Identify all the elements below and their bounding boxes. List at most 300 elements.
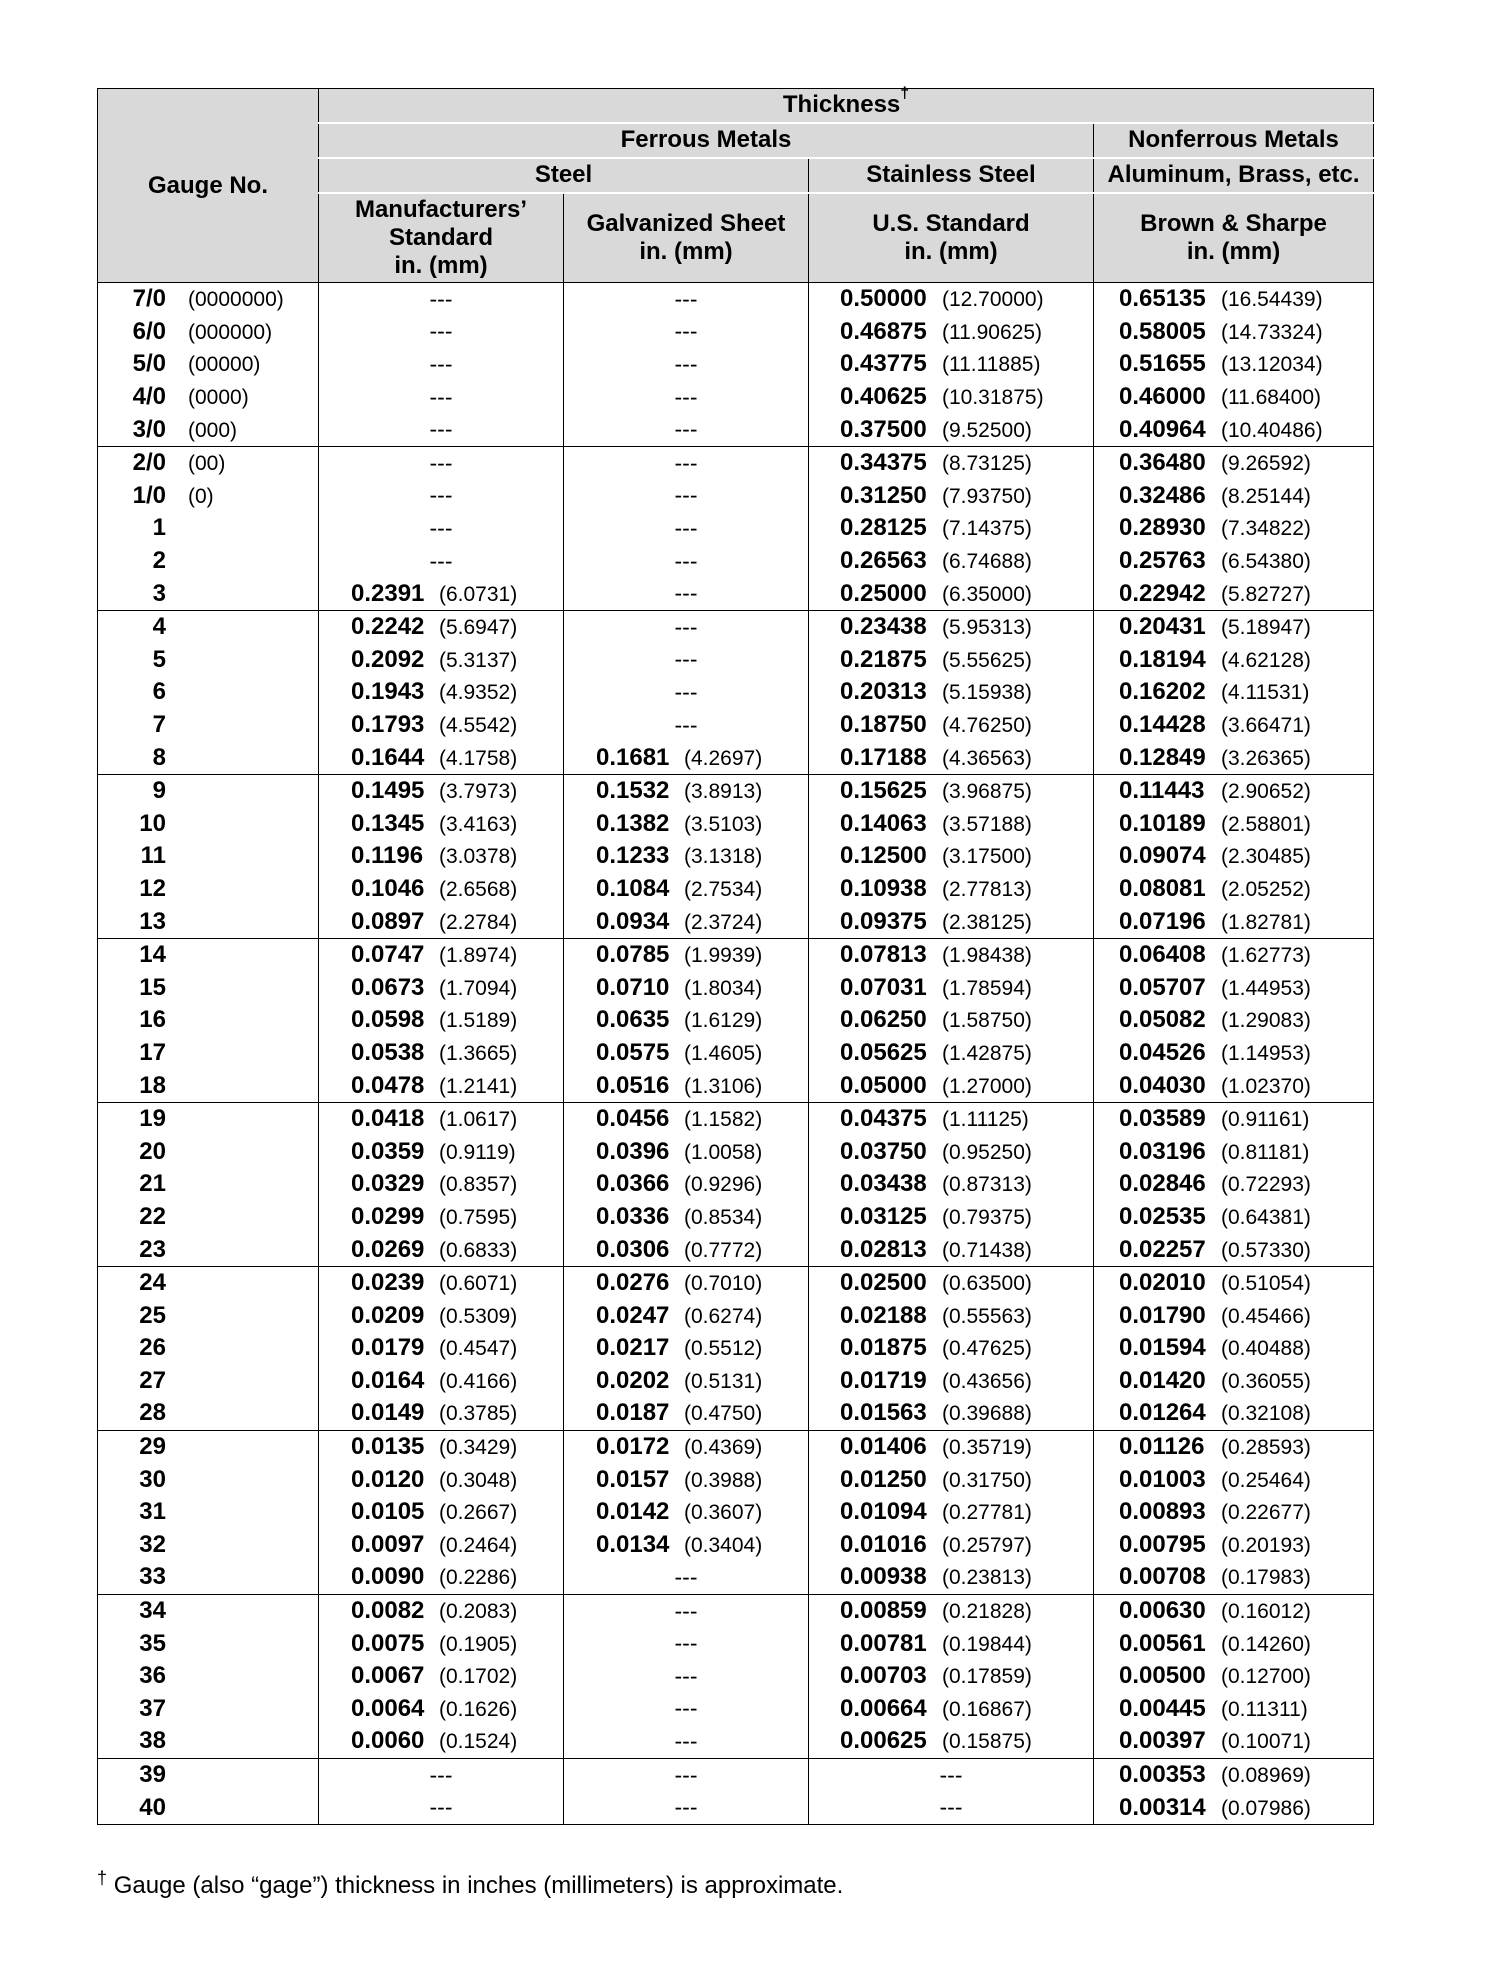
- brown-sharpe-cell: [1094, 1758, 1374, 1791]
- mm-value: (0.9296): [684, 1173, 763, 1197]
- us-standard-header: U.S. Standard in. (mm): [809, 193, 1094, 283]
- inch-value: 0.20431: [1119, 613, 1206, 641]
- brown-sharpe-cell: [1094, 610, 1374, 643]
- table-row: [98, 381, 1374, 414]
- inch-value: 0.05625: [840, 1038, 927, 1066]
- mm-value: (0.9119): [439, 1140, 516, 1164]
- us-standard-cell: [809, 577, 1094, 610]
- inch-value: 0.0299: [351, 1202, 425, 1230]
- brown-sharpe-cell: [1094, 577, 1374, 610]
- mm-value: (1.14953): [1221, 1041, 1311, 1065]
- inch-value: 0.31250: [840, 481, 927, 509]
- mm-value: (0.63500): [942, 1272, 1032, 1296]
- mm-value: (7.34822): [1221, 517, 1311, 541]
- inch-value: 0.0142: [596, 1498, 670, 1526]
- brown-sharpe-cell: [1094, 1463, 1374, 1496]
- mm-value: (0.22677): [1221, 1501, 1311, 1525]
- gauge-number: 10: [139, 809, 166, 837]
- manufacturers-standard-cell: ---: [319, 545, 564, 578]
- mm-value: (3.26365): [1221, 746, 1311, 770]
- inch-value: 0.0097: [351, 1530, 425, 1558]
- gauge-cell: [98, 1463, 319, 1496]
- mm-value: (0.7595): [439, 1205, 518, 1229]
- gauge-number: 2: [152, 547, 166, 575]
- inch-value: 0.02010: [1119, 1269, 1206, 1297]
- mm-value: (8.73125): [942, 452, 1032, 476]
- inch-value: 0.0120: [351, 1465, 425, 1493]
- ferrous-metals-header: Ferrous Metals: [319, 123, 1094, 158]
- inch-value: 0.0149: [351, 1399, 425, 1427]
- inch-value: 0.0897: [351, 907, 425, 935]
- inch-value: 0.40964: [1119, 415, 1206, 443]
- manufacturers-standard-header: Manufacturers’ Standard in. (mm): [319, 193, 564, 283]
- manufacturers-standard-cell: [319, 1430, 564, 1463]
- table-row: [98, 971, 1374, 1004]
- mm-value: (11.90625): [942, 320, 1043, 344]
- inch-value: 0.0575: [596, 1038, 670, 1066]
- mm-value: (0.16012): [1221, 1600, 1311, 1624]
- mm-value: (14.73324): [1221, 320, 1323, 344]
- gauge-cell: [98, 1660, 319, 1693]
- gauge-cell: [98, 1594, 319, 1627]
- us-standard-cell: [809, 1627, 1094, 1660]
- inch-value: 0.0247: [596, 1301, 670, 1329]
- gauge-cell: [98, 644, 319, 677]
- mm-value: (4.76250): [942, 714, 1032, 738]
- gauge-number: 34: [139, 1597, 166, 1625]
- inch-value: 0.02257: [1119, 1235, 1206, 1263]
- mm-value: (0.2286): [439, 1566, 518, 1590]
- brown-sharpe-cell: [1094, 905, 1374, 938]
- brown-sharpe-cell: [1094, 1529, 1374, 1562]
- brown-sharpe-cell: [1094, 840, 1374, 873]
- inch-value: 0.0082: [351, 1597, 425, 1625]
- mm-value: (0.57330): [1221, 1238, 1311, 1262]
- galvanized-sheet-cell: [564, 1266, 809, 1299]
- table-body: [98, 283, 1374, 1825]
- inch-value: 0.65135: [1119, 285, 1206, 313]
- inch-value: 0.1943: [351, 678, 425, 706]
- mm-value: (3.4163): [439, 812, 518, 836]
- table-row: [98, 873, 1374, 906]
- gauge-cell: [98, 1365, 319, 1398]
- us-standard-cell: [809, 676, 1094, 709]
- gauge-cell: [98, 545, 319, 578]
- mm-value: (0.3988): [684, 1468, 763, 1492]
- table-row: [98, 1168, 1374, 1201]
- inch-value: 0.02188: [840, 1301, 927, 1329]
- galvanized-sheet-cell: [564, 938, 809, 971]
- mm-value: (3.66471): [1221, 714, 1311, 738]
- stainless-steel-header: Stainless Steel: [809, 158, 1094, 193]
- mm-value: (0.2083): [439, 1600, 518, 1624]
- table-row: [98, 348, 1374, 381]
- galvanized-sheet-cell: [564, 1037, 809, 1070]
- inch-value: 0.40625: [840, 383, 927, 411]
- inch-value: 0.0209: [351, 1301, 425, 1329]
- manufacturers-standard-cell: [319, 1693, 564, 1726]
- mm-value: (0.21828): [942, 1600, 1032, 1624]
- inch-value: 0.18194: [1119, 645, 1206, 673]
- mm-value: (0.3048): [439, 1468, 518, 1492]
- table-row: [98, 1594, 1374, 1627]
- mm-value: (6.74688): [942, 550, 1032, 574]
- brown-sharpe-cell: [1094, 676, 1374, 709]
- mm-value: (5.55625): [942, 648, 1032, 672]
- galvanized-sheet-cell: ---: [564, 1561, 809, 1594]
- us-standard-cell: [809, 316, 1094, 349]
- galvanized-sheet-cell: ---: [564, 676, 809, 709]
- manufacturers-standard-cell: ---: [319, 1791, 564, 1824]
- us-standard-cell: [809, 1069, 1094, 1102]
- us-standard-cell: [809, 873, 1094, 906]
- manufacturers-standard-cell: [319, 840, 564, 873]
- mm-value: (0.23813): [942, 1566, 1032, 1590]
- gauge-number: 1: [152, 514, 166, 542]
- manufacturers-standard-cell: [319, 1135, 564, 1168]
- inch-value: 0.0710: [596, 973, 670, 1001]
- inch-value: 0.05000: [840, 1071, 927, 1099]
- inch-value: 0.00630: [1119, 1597, 1206, 1625]
- us-standard-cell: [809, 1594, 1094, 1627]
- gauge-number: 32: [139, 1530, 166, 1558]
- inch-value: 0.0635: [596, 1006, 670, 1034]
- us-standard-cell: [809, 1004, 1094, 1037]
- inch-value: 0.04030: [1119, 1071, 1206, 1099]
- inch-value: 0.0090: [351, 1563, 425, 1591]
- brown-sharpe-cell: [1094, 741, 1374, 774]
- mm-value: (4.2697): [684, 746, 763, 770]
- inch-value: 0.1084: [596, 874, 670, 902]
- gauge-cell: [98, 610, 319, 643]
- inch-value: 0.11443: [1119, 777, 1205, 805]
- inch-value: 0.25763: [1119, 547, 1206, 575]
- brown-sharpe-cell: [1094, 1266, 1374, 1299]
- inch-value: 0.10189: [1119, 809, 1206, 837]
- gauge-cell: [98, 413, 319, 446]
- inch-value: 0.03438: [840, 1170, 927, 1198]
- inch-value: 0.0598: [351, 1006, 425, 1034]
- mm-value: (9.52500): [942, 418, 1032, 442]
- table-row: [98, 905, 1374, 938]
- brown-sharpe-cell: [1094, 446, 1374, 479]
- table-row: [98, 1561, 1374, 1594]
- gauge-number: 8: [152, 743, 166, 771]
- mm-value: (0.36055): [1221, 1369, 1311, 1393]
- brown-sharpe-cell: [1094, 971, 1374, 1004]
- inch-value: 0.07196: [1119, 907, 1206, 935]
- inch-value: 0.01003: [1119, 1465, 1206, 1493]
- brown-sharpe-cell: [1094, 873, 1374, 906]
- manufacturers-standard-cell: [319, 938, 564, 971]
- manufacturers-standard-cell: [319, 741, 564, 774]
- inch-value: 0.37500: [840, 415, 927, 443]
- inch-value: 0.01594: [1119, 1334, 1206, 1362]
- gauge-cell: [98, 1758, 319, 1791]
- mm-value: (0.2464): [439, 1533, 518, 1557]
- gauge-no-header: Gauge No.: [98, 89, 319, 283]
- inch-value: 0.0934: [596, 907, 670, 935]
- table-row: [98, 840, 1374, 873]
- inch-value: 0.09074: [1119, 842, 1206, 870]
- inch-value: 0.02500: [840, 1269, 927, 1297]
- manufacturers-standard-cell: ---: [319, 512, 564, 545]
- manufacturers-standard-cell: [319, 610, 564, 643]
- galvanized-sheet-cell: [564, 1299, 809, 1332]
- gauge-number: 27: [139, 1366, 166, 1394]
- inch-value: 0.05707: [1119, 973, 1206, 1001]
- gauge-cell: [98, 1529, 319, 1562]
- mm-value: (1.0617): [439, 1108, 518, 1132]
- inch-value: 0.01719: [840, 1366, 927, 1394]
- gauge-number: 20: [139, 1137, 166, 1165]
- mm-value: (8.25144): [1221, 484, 1311, 508]
- table-row: [98, 512, 1374, 545]
- mm-value: (1.78594): [942, 976, 1032, 1000]
- brown-sharpe-cell: [1094, 1430, 1374, 1463]
- gauge-cell: [98, 1561, 319, 1594]
- gauge-cell: [98, 1102, 319, 1135]
- inch-value: 0.02535: [1119, 1202, 1206, 1230]
- manufacturers-standard-cell: [319, 1529, 564, 1562]
- inch-value: 0.0336: [596, 1202, 670, 1230]
- inch-value: 0.1046: [351, 874, 425, 902]
- table-row: [98, 610, 1374, 643]
- mm-value: (0.11311): [1221, 1697, 1308, 1721]
- footnote-mark: †: [97, 1868, 108, 1888]
- gauge-number: 37: [139, 1694, 166, 1722]
- gauge-cell: [98, 840, 319, 873]
- inch-value: 0.1345: [351, 809, 425, 837]
- gauge-number: 6: [152, 678, 166, 706]
- brown-sharpe-cell: [1094, 1594, 1374, 1627]
- mm-value: (13.12034): [1221, 353, 1323, 377]
- gauge-number: 30: [139, 1465, 166, 1493]
- manufacturers-standard-cell: [319, 1660, 564, 1693]
- mm-value: (0.71438): [942, 1238, 1032, 1262]
- gauge-number: 16: [139, 1006, 166, 1034]
- mm-value: (0.95250): [942, 1140, 1032, 1164]
- inch-value: 0.2092: [351, 645, 425, 673]
- us-standard-cell: [809, 1693, 1094, 1726]
- us-standard-cell: [809, 971, 1094, 1004]
- table-row: [98, 1069, 1374, 1102]
- manufacturers-standard-cell: ---: [319, 316, 564, 349]
- gauge-number: 1/0: [132, 481, 166, 509]
- mm-value: (0.51054): [1221, 1272, 1311, 1296]
- gauge-number: 3: [152, 579, 166, 607]
- inch-value: 0.00781: [840, 1629, 927, 1657]
- mm-value: (5.3137): [439, 648, 518, 672]
- gauge-number: 40: [139, 1793, 166, 1821]
- gauge-cell: [98, 446, 319, 479]
- brown-sharpe-cell: [1094, 1660, 1374, 1693]
- inch-value: 0.0538: [351, 1038, 425, 1066]
- us-standard-cell: [809, 1365, 1094, 1398]
- mm-value: (5.82727): [1221, 582, 1311, 606]
- mm-value: (1.6129): [684, 1009, 763, 1033]
- inch-value: 0.01126: [1119, 1433, 1205, 1461]
- table-row: [98, 316, 1374, 349]
- inch-value: 0.09375: [840, 907, 927, 935]
- gauge-alt-number: (0000): [188, 386, 249, 410]
- galvanized-sheet-cell: ---: [564, 545, 809, 578]
- brown-sharpe-cell: [1094, 413, 1374, 446]
- manufacturers-standard-cell: ---: [319, 1758, 564, 1791]
- mm-value: (16.54439): [1221, 288, 1323, 312]
- brown-sharpe-cell: [1094, 644, 1374, 677]
- brown-sharpe-cell: [1094, 808, 1374, 841]
- gauge-cell: [98, 1004, 319, 1037]
- inch-value: 0.01420: [1119, 1366, 1206, 1394]
- galvanized-sheet-cell: ---: [564, 1758, 809, 1791]
- us-standard-cell: [809, 938, 1094, 971]
- manufacturers-standard-cell: [319, 1201, 564, 1234]
- mm-value: (1.58750): [942, 1009, 1032, 1033]
- brown-sharpe-header: Brown & Sharpe in. (mm): [1094, 193, 1374, 283]
- mm-value: (3.17500): [942, 845, 1032, 869]
- mm-value: (0.17983): [1221, 1566, 1311, 1590]
- mm-value: (0.08969): [1221, 1764, 1311, 1788]
- mm-value: (1.44953): [1221, 976, 1311, 1000]
- us-standard-cell: [809, 1201, 1094, 1234]
- inch-value: 0.43775: [840, 350, 927, 378]
- mm-value: (0.7772): [684, 1238, 763, 1262]
- mm-value: (7.14375): [942, 517, 1032, 541]
- mm-value: (0.4369): [684, 1436, 763, 1460]
- mm-value: (1.8034): [684, 976, 763, 1000]
- mm-value: (0.47625): [942, 1337, 1032, 1361]
- table-row: [98, 446, 1374, 479]
- inch-value: 0.0157: [596, 1465, 670, 1493]
- gauge-number: 17: [139, 1038, 166, 1066]
- galvanized-sheet-cell: ---: [564, 577, 809, 610]
- galvanized-sheet-cell: [564, 905, 809, 938]
- mm-value: (1.0058): [684, 1140, 763, 1164]
- mm-value: (3.8913): [684, 780, 763, 804]
- inch-value: 0.01016: [840, 1530, 927, 1558]
- us-standard-cell: [809, 1233, 1094, 1266]
- thickness-header: Thickness†: [319, 89, 1374, 123]
- table-row: [98, 1037, 1374, 1070]
- inch-value: 0.01406: [840, 1433, 927, 1461]
- mm-value: (0.6833): [439, 1238, 518, 1262]
- gauge-number: 33: [139, 1563, 166, 1591]
- inch-value: 0.1495: [351, 777, 425, 805]
- manufacturers-standard-cell: [319, 577, 564, 610]
- table-row: [98, 774, 1374, 807]
- gauge-thickness-table: [97, 85, 1374, 1825]
- gauge-cell: [98, 283, 319, 316]
- mm-value: (2.38125): [942, 910, 1032, 934]
- mm-value: (0.3404): [684, 1533, 763, 1557]
- mm-value: (1.11125): [942, 1108, 1029, 1132]
- mm-value: (0.25464): [1221, 1468, 1311, 1492]
- gauge-cell: [98, 676, 319, 709]
- us-standard-cell: [809, 1135, 1094, 1168]
- manufacturers-standard-cell: ---: [319, 348, 564, 381]
- gauge-number: 7/0: [132, 285, 166, 313]
- brown-sharpe-cell: [1094, 316, 1374, 349]
- gauge-number: 24: [139, 1269, 166, 1297]
- mm-value: (1.27000): [942, 1074, 1032, 1098]
- galvanized-sheet-cell: [564, 1397, 809, 1430]
- galvanized-sheet-cell: [564, 1135, 809, 1168]
- inch-value: 0.00561: [1119, 1629, 1206, 1657]
- gauge-cell: [98, 1266, 319, 1299]
- manufacturers-standard-cell: ---: [319, 283, 564, 316]
- inch-value: 0.00893: [1119, 1498, 1206, 1526]
- mm-value: (0.87313): [942, 1173, 1032, 1197]
- mm-value: (0.39688): [942, 1402, 1032, 1426]
- brown-sharpe-cell: [1094, 283, 1374, 316]
- mm-value: (2.7534): [684, 877, 763, 901]
- inch-value: 0.06250: [840, 1006, 927, 1034]
- mm-value: (0.4547): [439, 1337, 518, 1361]
- brown-sharpe-cell: [1094, 1168, 1374, 1201]
- gauge-number: 18: [139, 1071, 166, 1099]
- gauge-number: 19: [139, 1105, 166, 1133]
- brown-sharpe-cell: [1094, 1561, 1374, 1594]
- gauge-alt-number: (0000000): [188, 288, 284, 312]
- brown-sharpe-cell: [1094, 512, 1374, 545]
- galvanized-sheet-cell: ---: [564, 610, 809, 643]
- mm-value: (4.1758): [439, 746, 518, 770]
- inch-value: 0.0396: [596, 1137, 670, 1165]
- mm-value: (2.58801): [1221, 812, 1311, 836]
- gauge-cell: [98, 348, 319, 381]
- table-row: [98, 1463, 1374, 1496]
- inch-value: 0.0276: [596, 1269, 670, 1297]
- mm-value: (4.9352): [439, 681, 518, 705]
- gauge-alt-number: (000): [188, 418, 238, 442]
- mm-value: (0.3785): [439, 1402, 518, 1426]
- us-standard-cell: [809, 1529, 1094, 1562]
- us-standard-cell: ---: [809, 1791, 1094, 1824]
- inch-value: 0.34375: [840, 449, 927, 477]
- manufacturers-standard-cell: ---: [319, 446, 564, 479]
- mm-value: (6.54380): [1221, 550, 1311, 574]
- mm-value: (2.30485): [1221, 845, 1311, 869]
- inch-value: 0.12500: [840, 842, 927, 870]
- brown-sharpe-cell: [1094, 1233, 1374, 1266]
- table-row: [98, 1201, 1374, 1234]
- inch-value: 0.08081: [1119, 874, 1206, 902]
- table-row: [98, 1660, 1374, 1693]
- mm-value: (0.16867): [942, 1697, 1032, 1721]
- table-header: [98, 85, 1374, 283]
- manufacturers-standard-cell: [319, 971, 564, 1004]
- gauge-number: 7: [152, 711, 166, 739]
- gauge-number: 3/0: [132, 415, 166, 443]
- us-standard-cell: [809, 1430, 1094, 1463]
- us-standard-cell: ---: [809, 1758, 1094, 1791]
- manufacturers-standard-cell: [319, 1004, 564, 1037]
- galvanized-sheet-cell: ---: [564, 1660, 809, 1693]
- manufacturers-standard-cell: [319, 1365, 564, 1398]
- gauge-alt-number: (00): [188, 452, 226, 476]
- brown-sharpe-cell: [1094, 1037, 1374, 1070]
- table-row: [98, 1135, 1374, 1168]
- gauge-number: 12: [139, 874, 166, 902]
- table-row: [98, 413, 1374, 446]
- us-standard-cell: [809, 1299, 1094, 1332]
- mm-value: (0.25797): [942, 1533, 1032, 1557]
- brown-sharpe-cell: [1094, 1102, 1374, 1135]
- gauge-number: 6/0: [132, 317, 166, 345]
- us-standard-cell: [809, 381, 1094, 414]
- mm-value: (1.1582): [684, 1108, 763, 1132]
